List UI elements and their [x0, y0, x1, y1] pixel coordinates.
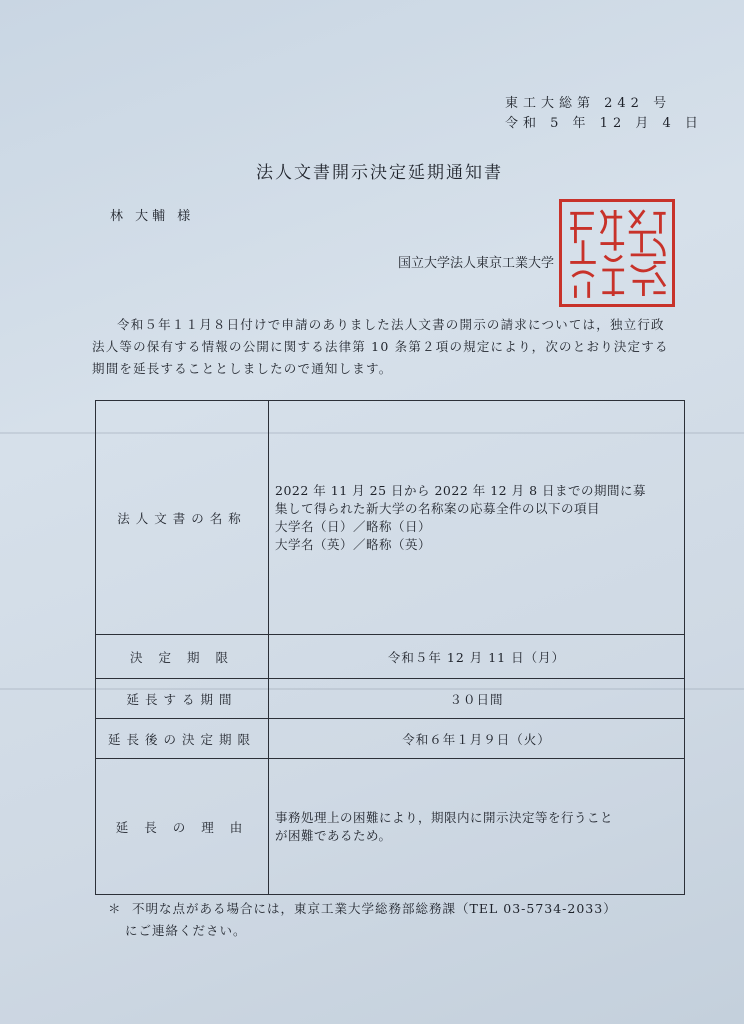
- row-label: 延長後の決定期限: [96, 719, 269, 759]
- table-row: [96, 679, 685, 719]
- table-row: [96, 401, 685, 635]
- row-value-extension-reason: [269, 759, 685, 895]
- document-name-line: 大学名（日）／略称（日）: [275, 518, 432, 534]
- document-name-line: 大学名（英）／略称（英）: [275, 536, 432, 552]
- row-value-new-deadline: 令和６年１月９日（火）: [269, 719, 685, 759]
- row-label: 延 長 の 理 由: [96, 759, 269, 895]
- document-name-line: 2022 年 11 月 25 日から 2022 年 12 月 8 日までの期間に募: [275, 482, 647, 498]
- document-number: 東工大総第 242 号: [505, 96, 672, 111]
- table-row: [96, 635, 685, 679]
- document-name-line: 集して得られた新大学の名称案の応募全件の以下の項目: [275, 500, 601, 516]
- body-paragraph: [92, 314, 672, 380]
- row-label: 延長する期間: [96, 679, 269, 719]
- official-seal-stamp: [559, 199, 675, 307]
- footnote-line: にご連絡ください。: [125, 923, 247, 938]
- document-title: 法人文書開示決定延期通知書: [256, 163, 503, 183]
- row-value-decision-deadline: 令和５年 12 月 11 日（月）: [269, 635, 685, 679]
- reason-line: が困難であるため。: [275, 827, 392, 843]
- reason-line: 事務処理上の困難により，期限内に開示決定等を行うこと: [275, 809, 614, 825]
- document-date: 令和 5 年 12 月 4 日: [505, 116, 703, 131]
- table-row: [96, 759, 685, 895]
- footnote-line: 不明な点がある場合には，東京工業大学総務部総務課（TEL 03-5734-2033）: [132, 901, 617, 916]
- recipient-name: 林 大輔 様: [110, 209, 195, 224]
- row-label: 法人文書の名称: [96, 401, 269, 635]
- table-row: [96, 719, 685, 759]
- row-value-document-name: [269, 401, 685, 635]
- row-value-extension-period: ３０日間: [269, 679, 685, 719]
- sender-organization: 国立大学法人東京工業大学: [398, 256, 555, 271]
- row-label: 決 定 期 限: [96, 635, 269, 679]
- decision-details-table: [95, 400, 685, 895]
- footnote-marker: ＊: [108, 901, 122, 916]
- body-paragraph-text: 令和５年１１月８日付けで申請のありました法人文書の開示の請求については，独立行政法人等の保有する情報の公開に関する法律第 10 条第２項の規定により，次のとおり決定する期間を延長することとしましたので通知します。: [92, 317, 669, 376]
- footnote: [108, 898, 708, 942]
